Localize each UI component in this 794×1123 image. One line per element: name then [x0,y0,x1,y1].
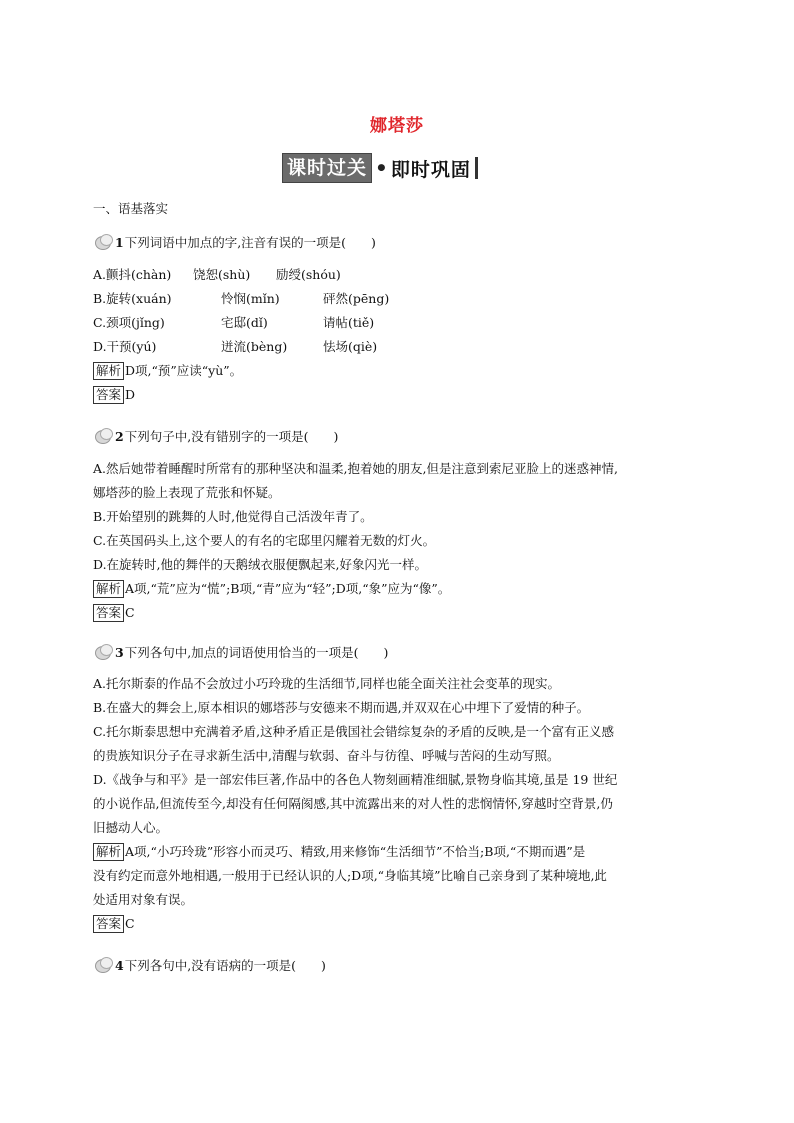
answer-text: C [125,916,135,931]
option-word: D.干预(yú) [93,339,157,354]
option-word: C.颈项(jǐng) [93,315,165,330]
analysis-tag: 解析 [93,362,124,380]
option-row-d [93,335,705,359]
question-2 [93,425,705,625]
option-d-cont: 的小说作品,但流传至今,却没有任何隔阂感,其中流露出来的对人性的悲悯情怀,穿越时空背景,仍 [93,796,613,811]
banner-bar [475,157,478,179]
option-word: 宅邸(dǐ) [221,315,268,330]
question-number: 2 [115,428,124,444]
analysis [93,840,705,864]
answer-tag: 答案 [93,386,124,404]
question-4 [93,954,705,976]
section-heading: 一、语基落实 [93,201,169,216]
answer [93,912,705,936]
banner-label: 即时巩固 [390,158,471,181]
analysis-text: A项,“小巧玲珑”形容小而灵巧、精致,用来修饰“生活细节”不恰当;B项,“不期而遇”是 [125,844,586,859]
banner-boxed-label: 课时过关 [282,153,372,183]
document-title: 娜塔莎 [370,116,424,136]
option-c: C.托尔斯泰思想中充满着矛盾,这种矛盾正是俄国社会错综复杂的矛盾的反映,是一个富有正义感 [93,724,615,739]
option-b: B.开始望别的跳舞的人时,他觉得自己活泼年青了。 [93,509,373,524]
option-d: D.《战争与和平》是一部宏伟巨著,作品中的各色人物刻画精准细腻,景物身临其境,虽是 19 世纪 [93,772,618,787]
question-icon [93,233,113,251]
banner-dot: • [375,156,388,180]
question-number: 3 [115,644,124,660]
option-word: 迸流(bèng) [221,339,288,354]
answer-tag: 答案 [93,915,124,933]
option-a: A.托尔斯泰的作品不会放过小巧玲珑的生活细节,同样也能全面关注社会变革的现实。 [93,676,560,691]
answer [93,601,705,625]
question-1 [93,231,705,407]
answer [93,383,705,407]
option-c-cont: 的贵族知识分子在寻求新生活中,清醒与软弱、奋斗与彷徨、呼喊与苦闷的生动写照。 [93,748,560,763]
question-icon [93,956,113,974]
analysis-cont: 没有约定而意外地相遇,一般用于已经认识的人;D项,“身临其境”比喻自己亲身到了某种境地,此 [93,868,607,883]
option-word: 怯场(qiè) [323,339,378,354]
analysis-tag: 解析 [93,843,124,861]
option-word: 请帖(tiě) [323,315,375,330]
analysis [93,577,705,601]
question-stem: 下列词语中加点的字,注音有误的一项是( ) [124,235,376,250]
question-3 [93,641,705,936]
answer-tag: 答案 [93,604,124,622]
question-stem: 下列各句中,加点的词语使用恰当的一项是( ) [124,645,389,660]
question-icon [93,427,113,445]
question-stem: 下列句子中,没有错别字的一项是( ) [124,429,339,444]
option-word: 砰然(pēng) [323,291,390,306]
answer-text: D [125,387,136,402]
section-banner [282,153,512,183]
question-icon [93,643,113,661]
analysis-tag: 解析 [93,580,124,598]
question-number: 4 [115,957,124,973]
option-a-cont: 娜塔莎的脸上表现了荒张和怀疑。 [93,485,281,500]
option-d-cont: 旧撼动人心。 [93,820,169,835]
analysis-text: A项,“荒”应为“慌”;B项,“青”应为“轻”;D项,“象”应为“像”。 [125,581,451,596]
analysis-text: D项,“预”应读“yù”。 [125,363,243,378]
option-a: A.然后她带着睡醒时所常有的那种坚决和温柔,抱着她的朋友,但是注意到索尼亚脸上的迷惑神情, [93,461,618,476]
option-word: 饶恕(shù) [193,267,251,282]
option-word: 励绶(shóu) [276,267,341,282]
option-word: B.旋转(xuán) [93,291,172,306]
analysis [93,359,705,383]
option-b: B.在盛大的舞会上,原本相识的娜塔莎与安德来不期而遇,并双双在心中埋下了爱情的种子。 [93,700,590,715]
question-number: 1 [115,234,124,250]
answer-text: C [125,605,135,620]
option-d: D.在旋转时,他的舞伴的天鹅绒衣服便飘起来,好象闪光一样。 [93,557,427,572]
option-word: A.颤抖(chàn) [93,267,172,282]
analysis-cont: 处适用对象有误。 [93,892,194,907]
option-c: C.在英国码头上,这个要人的有名的宅邸里闪耀着无数的灯火。 [93,533,436,548]
option-row-a [93,263,705,287]
question-stem: 下列各句中,没有语病的一项是( ) [124,958,326,973]
option-word: 怜悯(mǐn) [221,291,280,306]
option-row-b [93,287,705,311]
option-row-c [93,311,705,335]
